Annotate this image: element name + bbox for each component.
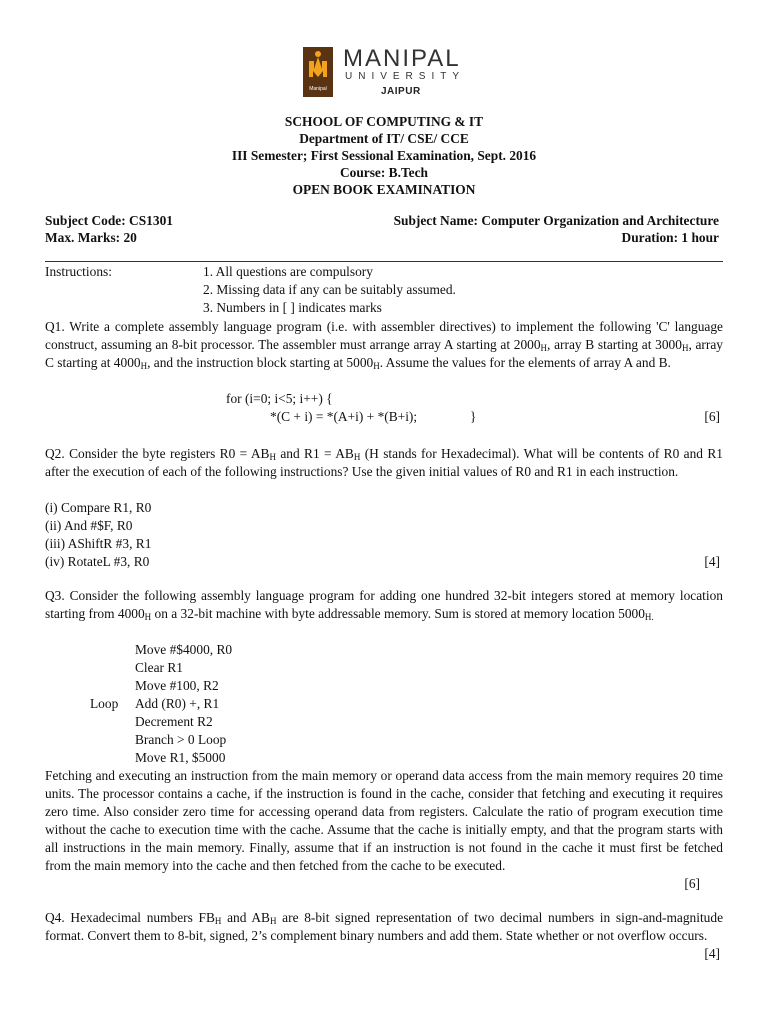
q2-item: (iv) RotateL #3, R0 bbox=[45, 554, 150, 569]
q2-item: (iii) AShiftR #3, R1 bbox=[45, 536, 152, 551]
department: Department of IT/ CSE/ CCE bbox=[299, 131, 469, 146]
header-divider bbox=[45, 261, 723, 262]
brand-university: UNIVERSITY bbox=[345, 71, 466, 82]
instructions-label: Instructions: bbox=[45, 264, 112, 279]
question-4-text: Q4. Hexadecimal numbers $FB_H$ and $AB_H$ are 8-bit signed representation of two decimal numbers in sign-and-magnitude format. Convert them to 8-bit, signed, 2’s complement binary numbers and add them. State whether or not overflow occurs. bbox=[45, 910, 724, 943]
q1-marks: [6] bbox=[704, 409, 720, 424]
question-3-text: Q3. Consider the following assembly language program for adding one hundred 32-bit integers stored at memory location starting from $4000_H$ on a 32-bit machine with byte addressable memory. Sum is stored at memory location $5000_{H.}$ bbox=[45, 588, 723, 622]
q3-program-line: Move #$4000, R0 bbox=[135, 642, 233, 657]
q3-loop-label: Loop bbox=[90, 696, 119, 711]
q3-program-line: Branch > 0 Loop bbox=[135, 732, 227, 747]
university-logo bbox=[303, 47, 473, 99]
max-marks: Max. Marks: 20 bbox=[45, 230, 137, 245]
question-2-text: Q2. Consider the byte registers $R0 = AB_H$ and $R1 = AB_H$ (H stands for Hexadecimal). What will be contents of R0 and R1 after the execution of each of the following instructions? Use the given initial values of R0 and R1 in each instruction. bbox=[45, 446, 723, 479]
q3-program-line: Add (R0) +, R1 bbox=[135, 696, 220, 711]
q3-program-line: Clear R1 bbox=[135, 660, 183, 675]
brand-name: MANIPAL bbox=[343, 45, 461, 72]
question-3-body: Fetching and executing an instruction from the main memory or operand data access from the main memory requires 20 time units. The processor contains a cache, if the instruction is found in the cache, consider that fetching and executing it requires zero time. Also consider zero time for accessing operand data from registers. Calculate the ratio of program execution time without the cache to execution time with the cache. Assume that the cache is initially empty, and that the program starts with all instructions in the main memory. Finally, assume that if an instruction is not found in the cache it must first be fetched from the main memory into the cache and then fetched from the cache to be executed. bbox=[45, 768, 723, 873]
instruction-item: 1. All questions are compulsory bbox=[203, 264, 373, 279]
q1-code-line-1: for (i=0; i<5; i++) { bbox=[226, 391, 333, 406]
school-name: SCHOOL OF COMPUTING & IT bbox=[284, 114, 484, 129]
subject-name: Subject Name: Computer Organization and Architecture bbox=[393, 213, 719, 228]
q3-marks: [6] bbox=[684, 876, 700, 891]
emblem-figure-icon bbox=[303, 47, 333, 85]
q3-program-line: Move R1, $5000 bbox=[135, 750, 226, 765]
manipal-emblem-icon bbox=[303, 47, 333, 97]
instruction-item: 2. Missing data if any can be suitably assumed. bbox=[203, 282, 456, 297]
brand-city: JAIPUR bbox=[381, 86, 421, 97]
q2-item: (i) Compare R1, R0 bbox=[45, 500, 152, 515]
q1-code-brace: } bbox=[470, 409, 477, 424]
q1-code-line-2: *(C + i) = *(A+i) + *(B+i); bbox=[270, 409, 418, 424]
q3-program-line: Decrement R2 bbox=[135, 714, 213, 729]
duration: Duration: 1 hour bbox=[621, 230, 719, 245]
semester-line: III Semester; First Sessional Examination, Sept. 2016 bbox=[231, 148, 537, 163]
q4-marks: [4] bbox=[704, 946, 720, 961]
instruction-item: 3. Numbers in [ ] indicates marks bbox=[203, 300, 382, 315]
q3-program-line: Move #100, R2 bbox=[135, 678, 219, 693]
q2-marks: [4] bbox=[704, 554, 720, 569]
course: Course: B.Tech bbox=[339, 165, 429, 180]
emblem-label: Manipal bbox=[309, 86, 327, 92]
question-1-text: Q1. Write a complete assembly language program (i.e. with assembler directives) to implement the following 'C' language construct, assuming an 8-bit processor. The assembler must arrange array A starting at $2000_H$, array B starting at $3000_H$, array C starting at $4000_H$, and the instruction block starting at $5000_H$. Assume the values for the elements of array A and B. bbox=[45, 319, 723, 371]
q2-item: (ii) And #$F, R0 bbox=[45, 518, 133, 533]
subject-code: Subject Code: CS1301 bbox=[45, 213, 173, 228]
exam-type: OPEN BOOK EXAMINATION bbox=[292, 182, 476, 197]
